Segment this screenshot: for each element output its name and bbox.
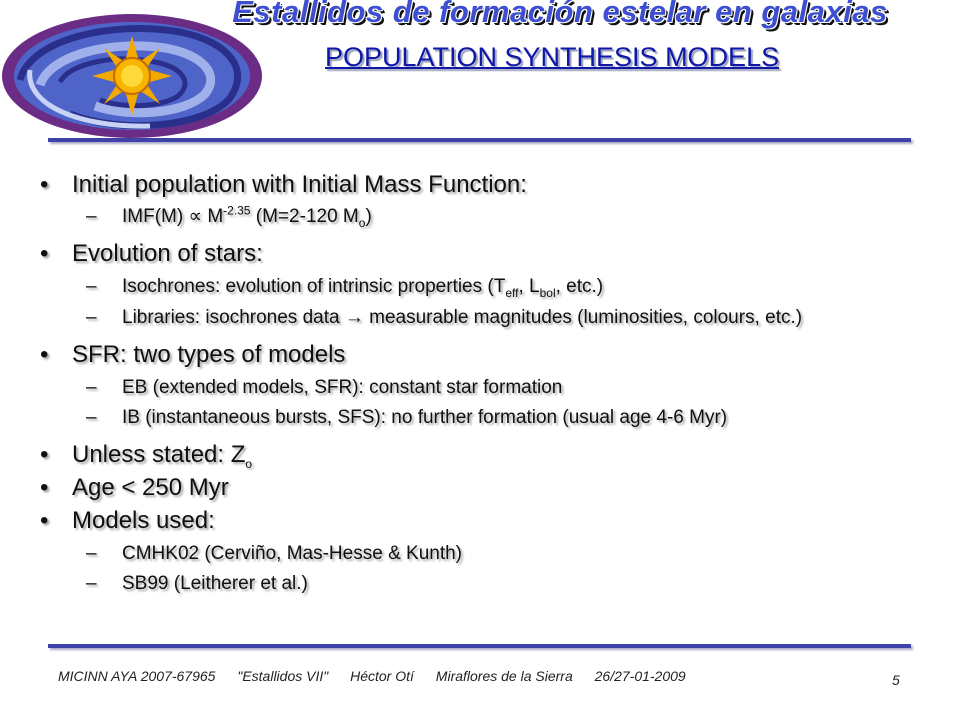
bottom-divider — [48, 644, 911, 648]
bullet-sfr: • SFR: two types of models — [38, 340, 928, 370]
footer-project: MICINN AYA 2007-67965 — [58, 668, 216, 684]
sub-bullet-libraries: – Libraries: isochrones data → measurable magnitudes (luminosities, colours, etc.) — [86, 307, 803, 328]
sub-bullet-imf-formula: – $IMF(M) \propto M^{-2.35}$ (M=2-120 $M_o$) — [86, 203, 372, 230]
page-title: POPULATION SYNTHESIS MODELS — [325, 42, 780, 72]
footer-place: Miraflores de la Sierra — [435, 668, 573, 684]
sub-bullet-isochrones: – Isochrones: evolution of intrinsic properties ($T_{eff}$, $L_{bol}$, etc.) — [86, 276, 604, 300]
footer-author: Héctor Otí — [350, 668, 414, 684]
page-number: 5 — [892, 672, 900, 688]
sub-bullet-eb: – EB (extended models, SFR): constant star formation — [86, 377, 563, 398]
sub-bullet-sb99: – SB99 (Leitherer et al.) — [86, 573, 308, 594]
bullet-age: • Age < 250 Myr — [38, 473, 928, 503]
footer — [58, 668, 704, 684]
bullet-evolution: • Evolution of stars: — [38, 239, 928, 269]
bullet-models: • Models used: — [38, 506, 928, 536]
banner-title: Estallidos de formación estelar en galaxias — [232, 0, 888, 29]
top-divider — [48, 138, 911, 142]
footer-date: 26/27-01-2009 — [594, 668, 686, 684]
sub-bullet-ib: – IB (instantaneous bursts, SFS): no further formation (usual age 4-6 Myr) — [86, 407, 728, 428]
sub-bullet-cmhk02: – CMHK02 (Cerviño, Mas-Hesse & Kunth) — [86, 543, 462, 564]
bullet-imf: • Initial population with Initial Mass Function: — [38, 170, 928, 200]
galaxy-sun-logo — [0, 10, 275, 140]
bullet-metallicity: • Unless stated: $Z_o$ — [38, 440, 928, 470]
footer-meeting: "Estallidos VII" — [237, 668, 329, 684]
bullet-list — [38, 166, 928, 596]
